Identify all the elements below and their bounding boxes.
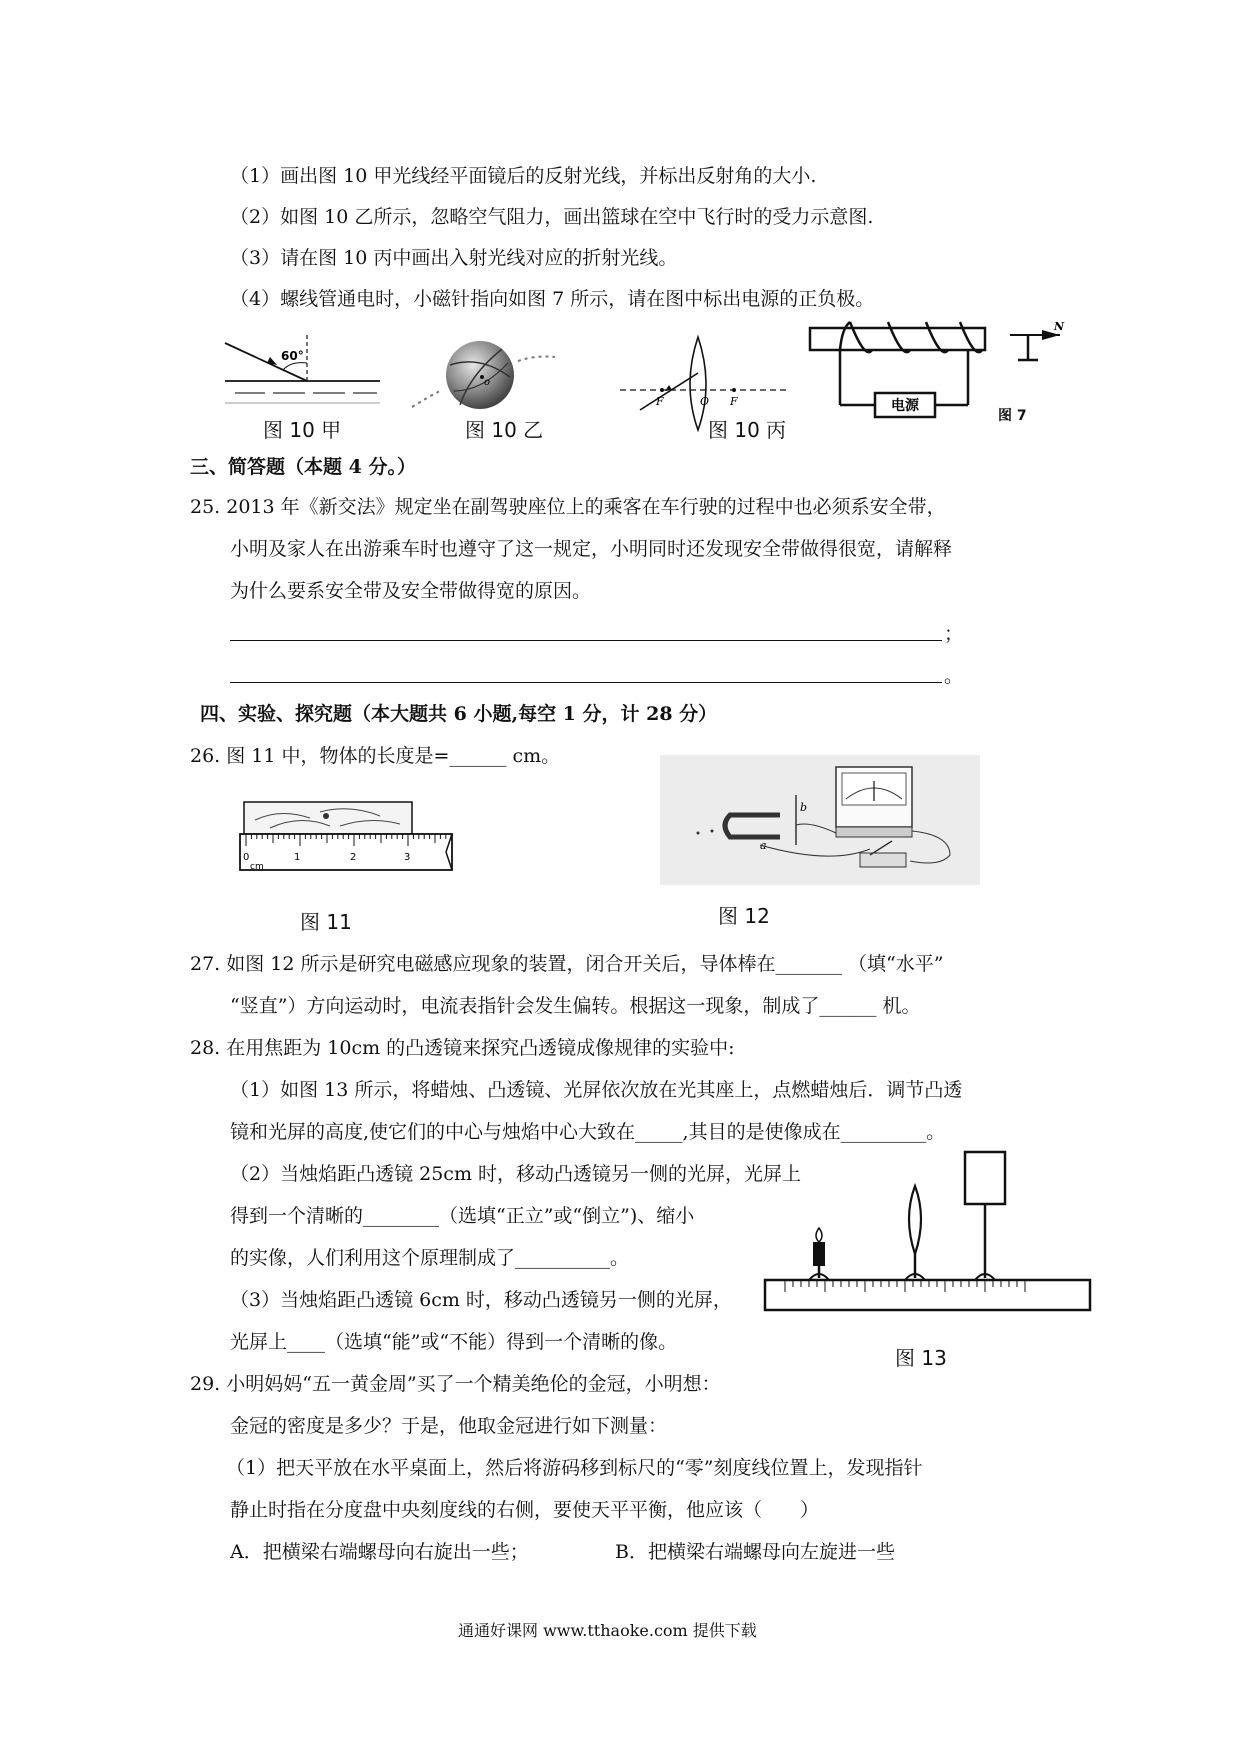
figure-13-label: 图 13 bbox=[895, 1346, 947, 1370]
figure-12-induction-apparatus bbox=[660, 755, 980, 885]
q28-line6: （3）当烛焰距凸透镜 6cm 时，移动凸透镜另一侧的光屏， bbox=[230, 1289, 732, 1311]
fig10c-o: O bbox=[700, 395, 710, 408]
tick-label-0: 0 bbox=[243, 852, 250, 863]
q24-part1: （1）画出图 10 甲光线经平面镜后的反射光线，并标出反射角的大小. bbox=[230, 165, 817, 187]
q28-line5: 的实像，人们利用这个原理制成了__________。 bbox=[230, 1247, 630, 1269]
figure-10a-label: 图 10 甲 bbox=[263, 418, 342, 442]
q28-line4: 得到一个清晰的________（选填“正立”或“倒立”)、缩小 bbox=[230, 1205, 695, 1227]
q28-line2: 镜和光屏的高度,使它们的中心与烛焰中心大致在_____,其目的是使像成在_________。 bbox=[230, 1121, 946, 1143]
figure-12-label: 图 12 bbox=[718, 904, 770, 928]
figure-10b-basketball bbox=[410, 335, 570, 415]
q29-line1: 金冠的密度是多少？于是，他取金冠进行如下测量： bbox=[230, 1415, 668, 1437]
section3-title: 三、简答题（本题 4 分。） bbox=[190, 456, 416, 478]
q24-part2: （2）如图 10 乙所示，忽略空气阻力，画出篮球在空中飞行时的受力示意图. bbox=[230, 206, 874, 228]
figure-7-solenoid bbox=[810, 320, 1080, 430]
figure-10a-mirror bbox=[225, 335, 385, 415]
tick-label-1: 1 bbox=[294, 852, 301, 863]
q25-answer-line-2[interactable] bbox=[230, 682, 942, 683]
section4-title: 四、实验、探究题（本大题共 6 小题,每空 1 分，计 28 分） bbox=[200, 703, 718, 725]
q25-line2: 小明及家人在出游乘车时也遵守了这一规定，小明同时还发现安全带做得很宽，请解释 bbox=[230, 538, 953, 560]
fig7-north: N bbox=[1054, 320, 1065, 333]
q29-option-a: A．把横梁右端螺母向右旋出一些； bbox=[230, 1541, 529, 1563]
figure-7-label: 图 7 bbox=[998, 408, 1027, 424]
figure-10c-label: 图 10 丙 bbox=[708, 418, 787, 442]
q27-line1: 27. 如图 12 所示是研究电磁感应现象的装置，闭合开关后，导体棒在_______ （填“水平” bbox=[190, 953, 944, 975]
q25-line1: 25. 2013 年《新交法》规定坐在副驾驶座位上的乘客在车行驶的过程中也必须系安全带， bbox=[190, 496, 946, 518]
q29-line3: 静止时指在分度盘中央刻度线的右侧，要使天平平衡，他应该（ ） bbox=[230, 1499, 820, 1521]
ruler-unit-cm: cm bbox=[250, 862, 264, 872]
q27-line2: “竖直”）方向运动时，电流表指针会发生偏转。根据这一现象，制成了______ 机。 bbox=[230, 995, 921, 1017]
figure-11-label: 图 11 bbox=[300, 910, 352, 934]
q25-answer-2-end: 。 bbox=[944, 665, 964, 687]
tick-label-3: 3 bbox=[404, 852, 411, 863]
fig10c-f-left: F bbox=[656, 395, 664, 408]
q25-line3: 为什么要系安全带及安全带做得宽的原因。 bbox=[230, 580, 592, 602]
q28-line0: 28. 在用焦距为 10cm 的凸透镜来探究凸透镜成像规律的实验中: bbox=[190, 1037, 735, 1059]
q29-option-b: B．把横梁右端螺母向左旋进一些 bbox=[615, 1541, 895, 1563]
fig10a-angle: 60° bbox=[281, 349, 304, 363]
q28-line1: （1）如图 13 所示，将蜡烛、凸透镜、光屏依次放在光其座上，点燃蜡烛后．调节凸透 bbox=[230, 1079, 963, 1101]
q25-answer-line-1[interactable] bbox=[230, 640, 942, 641]
fig7-power-source: 电源 bbox=[891, 398, 919, 414]
fig10c-f-right: F bbox=[730, 395, 738, 408]
page-footer: 通通好课网 www.tthaoke.com 提供下载 bbox=[458, 1621, 757, 1640]
q24-part3: （3）请在图 10 丙中画出入射光线对应的折射光线。 bbox=[230, 247, 678, 269]
q29-line0: 29. 小明妈妈“五一黄金周”买了一个精美绝伦的金冠，小明想： bbox=[190, 1373, 721, 1395]
figure-10b-label: 图 10 乙 bbox=[465, 418, 544, 442]
q25-answer-1-end: ； bbox=[944, 623, 964, 645]
q29-line2: （1）把天平放在水平桌面上，然后将游码移到标尺的“零”刻度线位置上，发现指针 bbox=[226, 1457, 923, 1479]
q28-line7: 光屏上____（选填“能”或“不能）得到一个清晰的像。 bbox=[230, 1331, 678, 1353]
q28-line3: （2）当烛焰距凸透镜 25cm 时，移动凸透镜另一侧的光屏，光屏上 bbox=[230, 1163, 802, 1185]
q26-text: 26. 图 11 中，物体的长度是=______ cm。 bbox=[190, 745, 561, 767]
fig10b-center: o bbox=[484, 377, 491, 388]
fig12-a-label: a bbox=[760, 839, 767, 852]
q24-part4: （4）螺线管通电时，小磁针指向如图 7 所示，请在图中标出电源的正负极。 bbox=[230, 288, 875, 310]
fig12-b-label: b bbox=[800, 801, 808, 814]
figure-11-ruler bbox=[240, 800, 460, 875]
tick-label-2: 2 bbox=[350, 852, 357, 863]
figure-13-optical-bench bbox=[765, 1150, 1095, 1315]
